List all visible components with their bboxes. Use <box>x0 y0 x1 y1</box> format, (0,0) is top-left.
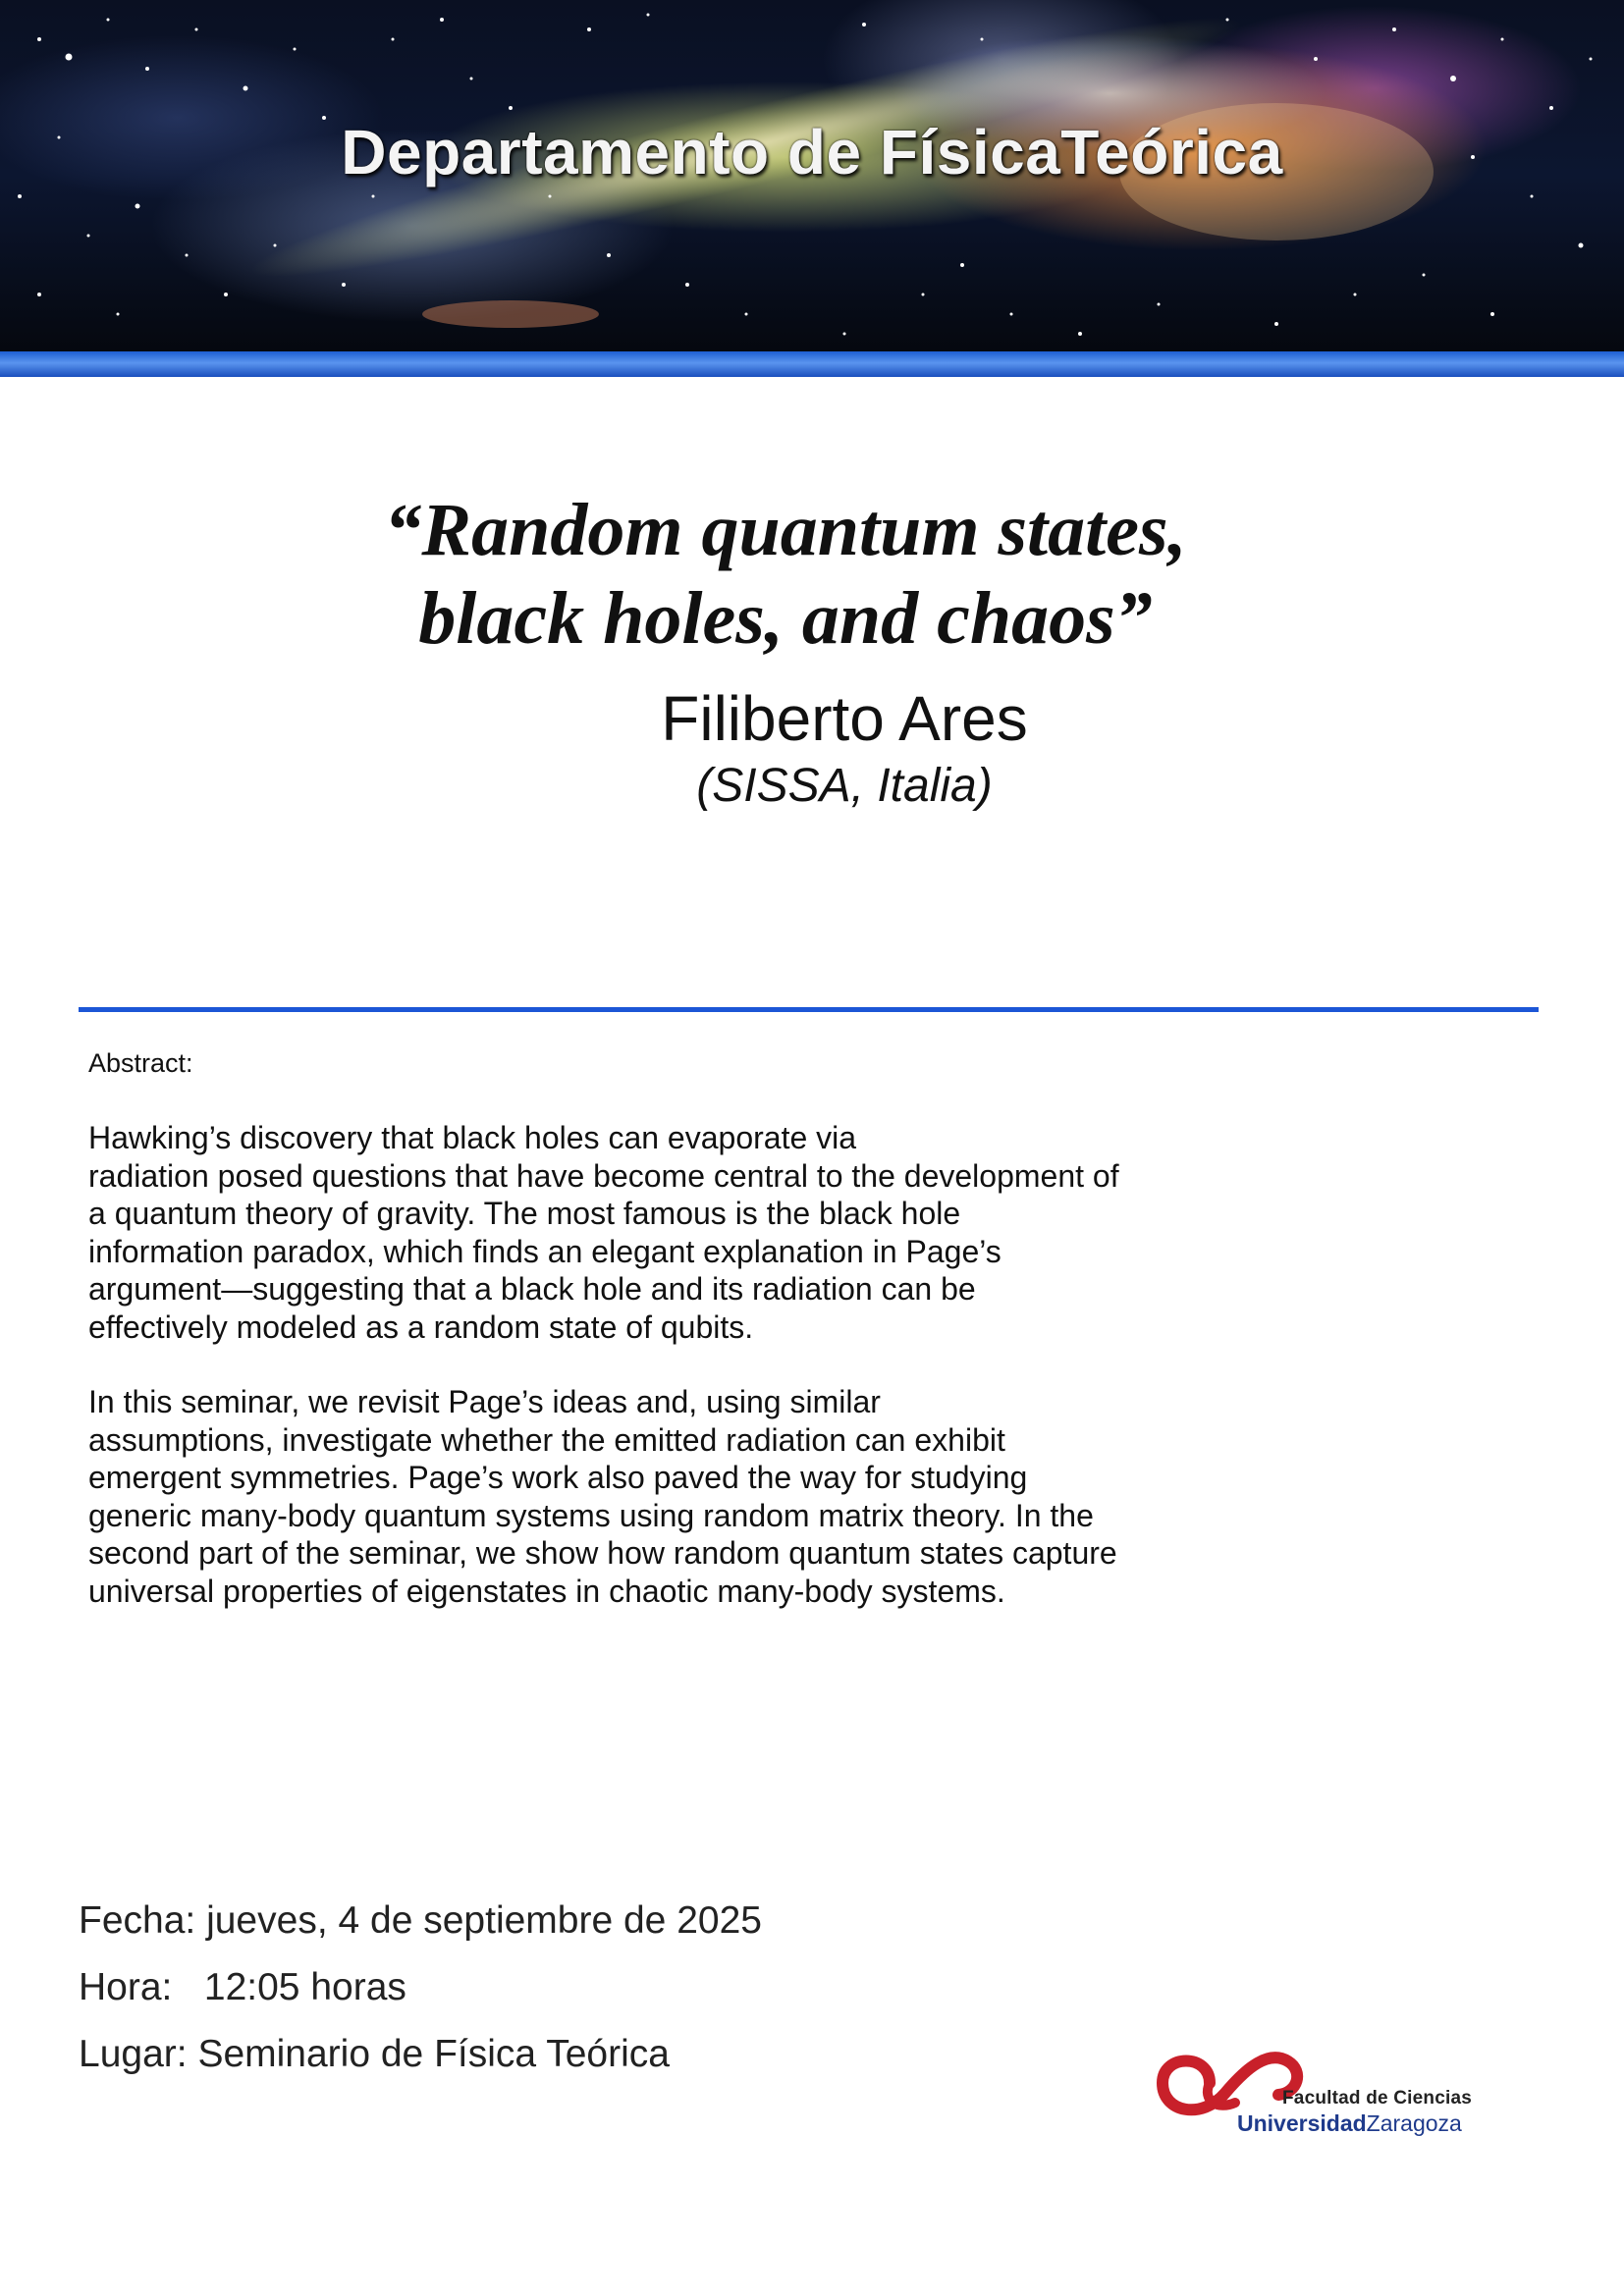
header-banner <box>0 0 1624 351</box>
abstract-line: emergent symmetries. Page’s work also paved the way for studying <box>88 1460 1028 1495</box>
talk-title-line-1: “Random quantum states, <box>384 489 1187 571</box>
abstract-body <box>88 1119 1276 1647</box>
abstract-paragraph-1 <box>88 1119 1276 1346</box>
date-row <box>79 1899 762 1966</box>
abstract-line: universal properties of eigenstates in chaotic many-body systems. <box>88 1573 1005 1609</box>
abstract-paragraph-2 <box>88 1383 1276 1610</box>
speaker-name: Filiberto Ares <box>661 683 1028 754</box>
abstract-line: argument—suggesting that a black hole and its radiation can be <box>88 1271 976 1307</box>
time-label: Hora: <box>79 1966 173 2008</box>
place-row <box>79 2033 762 2100</box>
banner-stripe <box>0 351 1624 377</box>
abstract-line: Hawking’s discovery that black holes can evaporate via <box>88 1120 857 1155</box>
time-value: 12:05 horas <box>203 1966 406 2008</box>
abstract-line: information paradox, which finds an elegant explanation in Page’s <box>88 1233 1001 1269</box>
section-divider <box>79 1007 1539 1012</box>
date-value: jueves, 4 de septiembre de 2025 <box>206 1899 762 1942</box>
speaker-affiliation: (SISSA, Italia) <box>696 760 993 812</box>
abstract-line: In this seminar, we revisit Page’s ideas and, using similar <box>88 1384 881 1419</box>
abstract-line: generic many-body quantum systems using random matrix theory. In the <box>88 1497 1094 1533</box>
date-label: Fecha: <box>79 1899 196 1942</box>
event-details <box>79 1899 762 2100</box>
abstract-label: Abstract: <box>88 1048 193 1078</box>
abstract-line: second part of the seminar, we show how random quantum states capture <box>88 1535 1117 1571</box>
talk-title <box>295 486 1276 663</box>
department-title: Departamento de FísicaTeórica <box>341 117 1283 187</box>
time-row <box>79 1966 762 2033</box>
abstract-line: assumptions, investigate whether the emitted radiation can exhibit <box>88 1421 1005 1458</box>
abstract-line: radiation posed questions that have become central to the development of <box>88 1157 1119 1194</box>
logo-university-text <box>1237 2110 1462 2137</box>
logo-city-word: Zaragoza <box>1366 2110 1462 2136</box>
abstract-line: effectively modeled as a random state of qubits. <box>88 1308 754 1345</box>
place-value: Seminario de Física Teórica <box>197 2033 670 2075</box>
abstract-line: a quantum theory of gravity. The most famous is the black hole <box>88 1196 961 1231</box>
talk-title-line-2: black holes, and chaos” <box>418 577 1153 660</box>
place-label: Lugar: <box>79 2033 188 2075</box>
logo-faculty-text: Facultad de Ciencias <box>1282 2088 1473 2109</box>
logo-university-word: Universidad <box>1237 2110 1367 2136</box>
